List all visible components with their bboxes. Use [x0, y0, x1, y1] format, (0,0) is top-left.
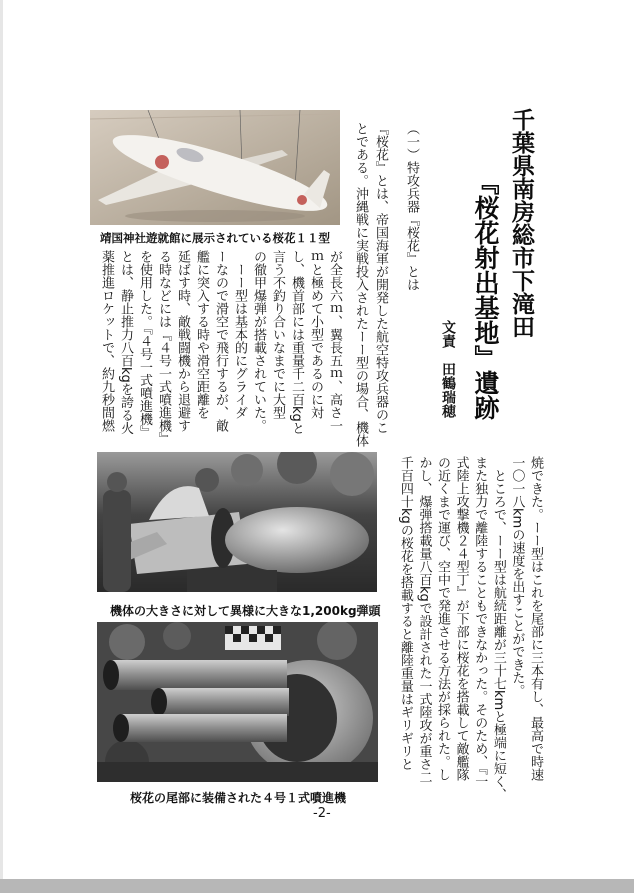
- body-line: を使用した。『４号一式噴進機』: [137, 250, 152, 439]
- body-line: ーなので滑空で飛行するが、敵: [213, 250, 228, 432]
- article-title-line-2: 『桜花射出基地』遺跡: [471, 170, 500, 420]
- scan-edge-left: [0, 0, 3, 879]
- body-line: が全長六ｍ、翼長五ｍ、高さ一: [327, 250, 342, 432]
- body-text-intro: [350, 122, 390, 452]
- body-line: 『桜花』とは、帝国海軍が開発した航空特攻兵器のこ: [373, 122, 388, 434]
- body-line: ーー型は基本的にグライダ: [232, 250, 247, 419]
- photo-rocket-nozzles-image: [97, 622, 378, 782]
- photo-rocket-nozzles: [97, 622, 378, 782]
- page-number: -2-: [313, 806, 331, 821]
- body-line: ｍと極めて小型であるのに対: [308, 250, 323, 419]
- body-line: 式陸上攻撃機２４型丁』が下部に桜花を搭載して敵艦隊: [453, 456, 469, 781]
- photo-ohka-warhead-image: [97, 452, 377, 592]
- body-line: 延ばす時、敵戦闘機から退避す: [175, 250, 190, 432]
- body-line: の近くまで運び、空中で発進させる方法が採られた。し: [435, 456, 451, 781]
- body-line: また独力で離陸することもできなかった。そのため、『一: [472, 456, 488, 788]
- author-credit: 文責 田鶴瑞穂: [440, 320, 456, 418]
- body-line: 薬推進ロケットで、約九秒間燃: [99, 250, 114, 432]
- body-line: 一〇一八kmの速度を出すことができた。: [509, 456, 525, 698]
- body-text-left: [97, 250, 344, 450]
- body-line: とである。沖縄戦に実戦投入されたーー型の場合、機体: [353, 122, 368, 447]
- photo-ohka-museum: [90, 110, 340, 225]
- body-line: とは、静止推力八百kgを誇る火: [118, 250, 133, 435]
- body-line: かし、爆弾搭載量八百kgで設計された一式陸攻が重さ二: [416, 456, 432, 784]
- photo-ohka-warhead: [97, 452, 377, 592]
- body-line: 焼できた。ーー型はこれを尾部に三本有し、最高で時速: [528, 456, 543, 781]
- article-title-line-1: 千葉県南房総市下滝田: [508, 108, 535, 338]
- body-line: 千百四十kgの桜花を搭載すると離陸重量はギリギリと: [397, 456, 413, 771]
- photo-caption: 靖国神社遊就館に展示されている桜花１１型: [100, 231, 330, 245]
- photo-caption: 機体の大きさに対して異様に大きな1,200kg弾頭: [110, 604, 381, 618]
- body-line: ところで、ーー型は航続距離が三十七kmと極端に短く、: [490, 456, 506, 802]
- photo-ohka-museum-image: [90, 110, 340, 225]
- section-heading: （一）特攻兵器『桜花』とは: [404, 122, 419, 291]
- body-line: し、機首部には重量千二百kgと: [289, 250, 304, 435]
- body-text-right: [395, 456, 544, 802]
- photo-caption: 桜花の尾部に装備された４号１式噴進機: [130, 791, 347, 805]
- body-line: 言う不釣り合いなまでに大型: [270, 250, 285, 419]
- scan-edge-bottom: [0, 879, 634, 893]
- body-line: る時などには『４号一式噴進機』: [156, 250, 171, 445]
- body-line: 艦に突入する時や滑空距離を: [194, 250, 209, 419]
- body-line: の徹甲爆弾が搭載されていた。: [251, 250, 266, 432]
